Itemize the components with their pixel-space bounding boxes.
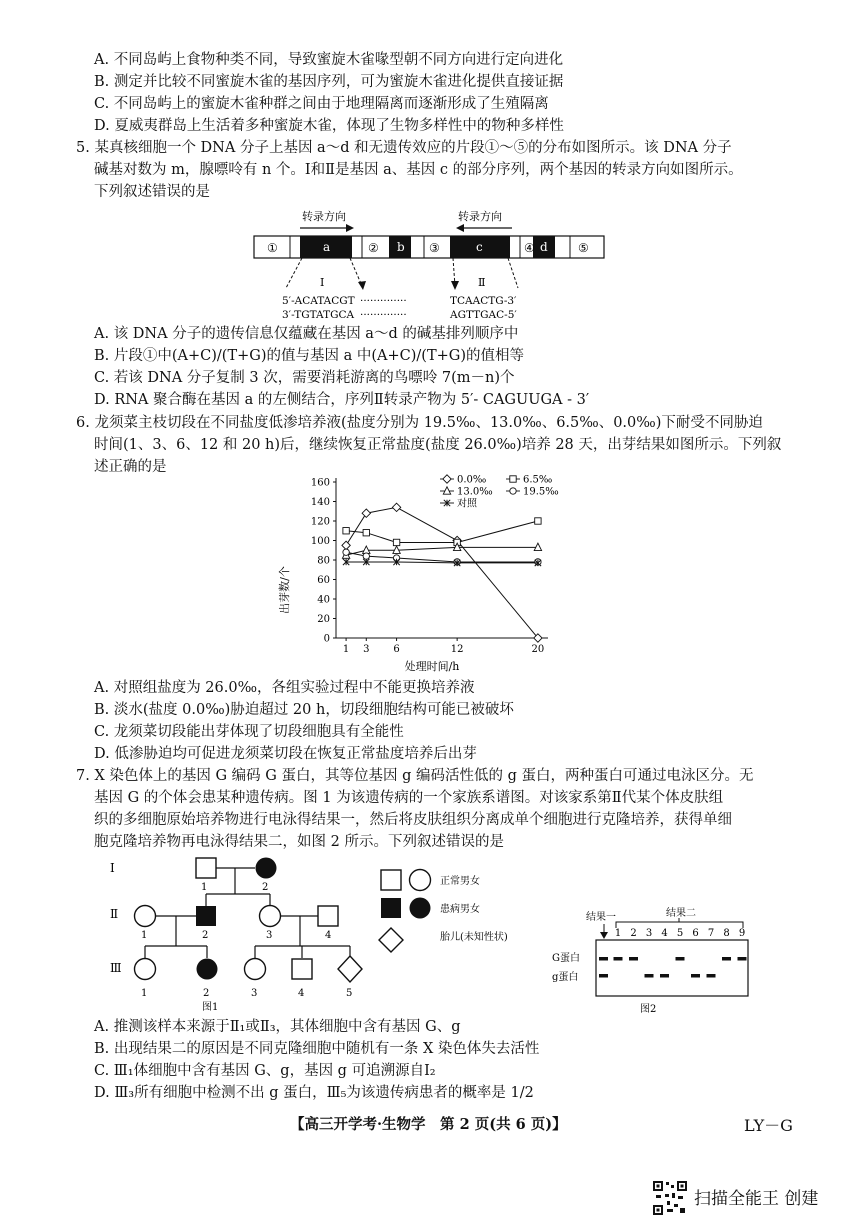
- series-line-0: [346, 507, 538, 638]
- gen-I-label: Ⅰ: [110, 861, 115, 875]
- seq-II-bottom: AGTTGAC-5′: [450, 309, 517, 321]
- scanner-watermark: 扫描全能王 创建: [694, 1189, 819, 1209]
- x-tick-label: 1: [342, 644, 350, 655]
- III5-number: 5: [346, 988, 353, 999]
- II4-number: 4: [325, 930, 332, 941]
- q7-option-c: C. Ⅲ₁体细胞中含有基因 G、g，基因 g 可追溯源自Ⅰ₂: [94, 1063, 436, 1079]
- lane-number: 1: [614, 928, 622, 939]
- x-tick-label: 20: [531, 644, 545, 655]
- y-axis-label: 出芽数/个: [278, 566, 291, 614]
- data-point: [362, 509, 370, 517]
- segment-3: ③: [429, 241, 440, 255]
- q7-stem-line2: 基因 G 的个体会患某种遗传病。图 1 为该遗传病的一个家族系谱图。对该家系第Ⅱ代某个体皮肤组: [94, 790, 724, 806]
- legend-affected-female: [410, 898, 431, 919]
- series-line-2: [346, 547, 538, 555]
- x-tick-label: 6: [393, 644, 400, 655]
- legend-affected-label: 患病男女: [440, 904, 480, 915]
- seq-II-top: TCAACTG-3′: [450, 295, 517, 307]
- y-tick-label: 80: [317, 555, 330, 567]
- band-g: [645, 974, 654, 978]
- legend-label: 13.0‰: [457, 486, 493, 498]
- band-result1-G: [599, 957, 608, 961]
- seq-dots-top: ··············: [360, 295, 407, 307]
- III1-number: 1: [141, 988, 148, 999]
- label-I: Ⅰ: [320, 276, 325, 289]
- dna-diagram: [250, 204, 610, 324]
- band-G: [676, 957, 685, 961]
- legend-marker: [443, 487, 450, 494]
- band-G: [614, 957, 623, 961]
- y-tick-label: 0: [323, 633, 330, 645]
- q7-option-b: B. 出现结果二的原因是不同克隆细胞中随机有一条 X 染色体失去活性: [94, 1041, 540, 1057]
- q7-option-d: D. Ⅲ₃所有细胞中检测不出 g 蛋白，Ⅲ₅为该遗传病患者的概率是 1/2: [94, 1085, 534, 1101]
- II3-normal-female: [260, 906, 281, 927]
- gel-box: [596, 940, 748, 996]
- I2-number: 2: [262, 882, 269, 893]
- q7-option-a: A. 推测该样本来源于Ⅱ₁或Ⅱ₃，其体细胞中含有基因 G、g: [94, 1019, 461, 1035]
- data-point: [342, 541, 350, 549]
- data-point: [363, 530, 369, 536]
- q5-stem-line3: 下列叙述错误的是: [94, 184, 210, 200]
- legend-label: 19.5‰: [523, 486, 559, 498]
- data-point: [393, 539, 399, 545]
- figure2-caption: 图2: [640, 1004, 657, 1015]
- q7-stem-line3: 织的多细胞原始培养物进行电泳得结果一，然后将皮肤组织分离成单个细胞进行克隆培养，获得单细: [94, 812, 732, 828]
- q7-stem-line1: 7. X 染色体上的基因 G 编码 G 蛋白，其等位基因 g 编码活性低的 g 蛋白，两种蛋白可通过电泳区分。无: [76, 768, 754, 784]
- gen-III-label: Ⅲ: [110, 961, 122, 975]
- lane-number: 6: [692, 928, 699, 939]
- q6-option-a: A. 对照组盐度为 26.0‰，各组实验过程中不能更换培养液: [94, 680, 475, 696]
- data-point: [535, 518, 541, 524]
- segment-c: c: [476, 240, 483, 254]
- legend-marker: [510, 476, 516, 482]
- band-g: [691, 974, 700, 978]
- data-point: [343, 549, 349, 555]
- segment-4: ④: [524, 241, 535, 255]
- seq-I-bottom: 3′-TGTATGCA: [282, 309, 355, 321]
- y-tick-label: 60: [317, 575, 330, 586]
- gen-II-label: Ⅱ: [110, 907, 119, 921]
- band-result1-g: [599, 974, 608, 978]
- I1-normal-male: [196, 858, 216, 878]
- q7-stem-line4: 胞克隆培养物再电泳得结果二，如图 2 所示。下列叙述错误的是: [94, 834, 504, 850]
- III4-number: 4: [298, 988, 305, 999]
- qr-code-icon: [652, 1180, 688, 1216]
- lane-number: 7: [707, 928, 715, 939]
- result1-arrowhead: [600, 932, 608, 939]
- band-g: [660, 974, 669, 978]
- q5-option-c: C. 若该 DNA 分子复制 3 次，需要消耗游离的鸟嘌呤 7(m－n)个: [94, 370, 515, 386]
- y-tick-label: 160: [310, 477, 330, 489]
- II2-number: 2: [202, 930, 209, 941]
- II4-normal-male: [318, 906, 338, 926]
- x-axis-label: 处理时间/h: [404, 660, 460, 673]
- x-tick-label: 12: [450, 644, 464, 655]
- q5-stem-line2: 碱基对数为 m，腺嘌呤有 n 个。Ⅰ和Ⅱ是基因 a、基因 c 的部分序列，两个基因的转录方向如图所示。: [94, 162, 743, 178]
- page-footer: 【高三开学考·生物学 第 2 页(共 6 页)】: [290, 1116, 567, 1133]
- q5-option-a: A. 该 DNA 分子的遗传信息仅蕴藏在基因 a～d 的碱基排列顺序中: [94, 326, 519, 342]
- q5-option-b: B. 片段①中(A+C)/(T+G)的值与基因 a 中(A+C)/(T+G)的值相等: [94, 348, 525, 364]
- III3-number: 3: [251, 988, 258, 999]
- data-point: [392, 503, 400, 511]
- legend-fetus-label: 胎儿(未知性状): [440, 932, 508, 943]
- segment-2: ②: [368, 241, 379, 255]
- transcription-label-a: 转录方向: [302, 210, 346, 223]
- lane-number: 5: [676, 928, 684, 939]
- zoom-line-a-left: [286, 258, 302, 288]
- q5-stem-line1: 5. 某真核细胞一个 DNA 分子上基因 a～d 和无遗传效应的片段①～⑤的分布如图所示。该 DNA 分子: [76, 140, 732, 156]
- II3-number: 3: [266, 930, 273, 941]
- lane-number: 2: [630, 928, 637, 939]
- I2-affected-female: [256, 858, 277, 879]
- seq-I-top: 5′-ACATACGT: [282, 295, 355, 307]
- result2-label: 结果二: [666, 908, 696, 919]
- pedigree-figure: [100, 850, 508, 1018]
- III3-normal-female: [245, 959, 266, 980]
- III1-normal-female: [135, 959, 156, 980]
- III5-fetus: [338, 956, 362, 982]
- arrow-a-head: [346, 224, 354, 232]
- x-tick-label: 3: [363, 644, 370, 655]
- g-protein-label: g蛋白: [552, 972, 579, 983]
- q6-stem-line1: 6. 龙须菜主枝切段在不同盐度低渗培养液(盐度分别为 19.5‰、13.0‰、6.5‰、0.0‰)下耐受不同胁迫: [76, 415, 763, 431]
- legend-normal-label: 正常男女: [440, 876, 480, 887]
- legend-marker: [443, 475, 451, 483]
- y-tick-label: 40: [317, 594, 330, 606]
- segment-5: ⑤: [578, 241, 589, 255]
- G-protein-label: G蛋白: [552, 953, 580, 964]
- zoom-arrow-a: [358, 281, 366, 290]
- legend-label: 6.5‰: [523, 474, 553, 486]
- band-G: [738, 957, 747, 961]
- y-tick-label: 140: [310, 497, 330, 508]
- paper-code: LY－G: [744, 1116, 793, 1135]
- q6-stem-line2: 时间(1、3、6、12 和 20 h)后，继续恢复正常盐度(盐度 26.0‰)培养 28 天，出芽结果如图所示。下列叙: [94, 437, 782, 453]
- lane-number: 9: [738, 928, 746, 939]
- legend-marker: [510, 488, 516, 494]
- legend-normal-female: [410, 870, 431, 891]
- segment-a: a: [323, 240, 331, 254]
- segment-b: b: [397, 240, 405, 254]
- series-line-3: [346, 552, 538, 562]
- lane-number: 4: [661, 928, 668, 939]
- lane-number: 3: [645, 928, 653, 939]
- q4-option-c: C. 不同岛屿上的蜜旋木雀种群之间由于地理隔离而逐渐形成了生殖隔离: [94, 96, 549, 112]
- II2-affected-male: [196, 906, 216, 926]
- legend-fetus-diamond: [379, 928, 403, 952]
- III4-normal-male: [292, 959, 312, 979]
- data-point: [343, 528, 349, 534]
- q4-option-d: D. 夏威夷群岛上生活着多种蜜旋木雀，体现了生物多样性中的物种多样性: [94, 118, 564, 134]
- q6-option-c: C. 龙须菜切段能出芽体现了切段细胞具有全能性: [94, 724, 404, 740]
- seq-dots-bottom: ··············: [360, 309, 407, 321]
- band-G: [629, 957, 638, 961]
- y-tick-label: 100: [310, 536, 330, 547]
- zoom-arrow-c: [451, 281, 459, 290]
- q4-option-b: B. 测定并比较不同蜜旋木雀的基因序列，可为蜜旋木雀进化提供直接证据: [94, 74, 564, 90]
- q6-option-b: B. 淡水(盐度 0.0‰)胁迫超过 20 h，切段细胞结构可能已被破坏: [94, 702, 514, 718]
- transcription-label-c: 转录方向: [458, 210, 502, 223]
- III2-number: 2: [203, 988, 210, 999]
- figure1-caption: 图1: [202, 1002, 219, 1013]
- result1-label: 结果一: [586, 912, 616, 923]
- sprouting-chart: [270, 470, 570, 680]
- II1-number: 1: [141, 930, 148, 941]
- legend-normal-male: [381, 870, 401, 890]
- lane-number: 8: [723, 928, 730, 939]
- q4-option-a: A. 不同岛屿上食物种类不同，导致蜜旋木雀喙型朝不同方向进行定向进化: [94, 52, 564, 68]
- segment-d: d: [540, 240, 548, 254]
- segment-1: ①: [267, 241, 278, 255]
- q6-stem-line3: 述正确的是: [94, 459, 167, 475]
- legend-label: 0.0‰: [457, 474, 487, 486]
- y-tick-label: 20: [317, 614, 330, 625]
- data-point: [363, 553, 369, 559]
- q6-option-d: D. 低渗胁迫均可促进龙须菜切段在恢复正常盐度培养后出芽: [94, 746, 477, 762]
- legend-affected-male: [381, 898, 401, 918]
- I1-number: 1: [201, 882, 208, 893]
- band-G: [722, 957, 731, 961]
- legend-label: 对照: [457, 498, 477, 510]
- arrow-c-head: [456, 224, 464, 232]
- q5-option-d: D. RNA 聚合酶在基因 a 的左侧结合，序列Ⅱ转录产物为 5′- CAGUUGA - 3′: [94, 392, 590, 408]
- zoom-line-c-right: [508, 258, 518, 288]
- label-II: Ⅱ: [478, 276, 486, 289]
- band-g: [707, 974, 716, 978]
- II1-normal-female: [135, 906, 156, 927]
- gel-figure: [548, 898, 760, 1016]
- III2-affected-female: [197, 959, 218, 980]
- y-tick-label: 120: [310, 516, 330, 528]
